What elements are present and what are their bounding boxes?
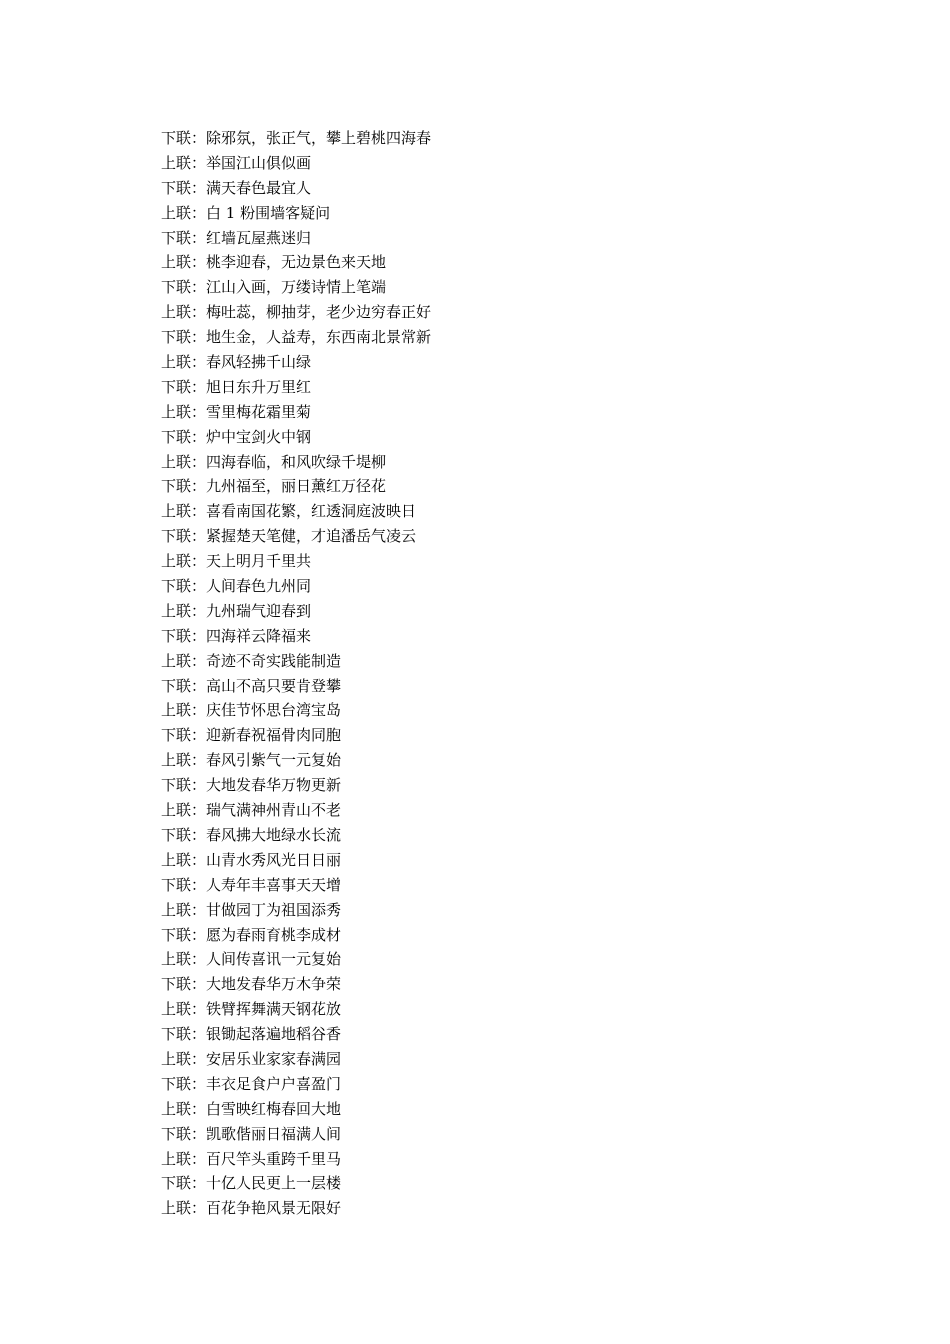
couplet-line: 上联：春风引紫气一元复始 [161, 751, 342, 770]
couplet-line: 下联：愿为春雨育桃李成材 [161, 925, 342, 944]
couplet-line: 上联：白雪映红梅春回大地 [161, 1099, 342, 1118]
couplet-line: 下联：迎新春祝福骨肉同胞 [161, 726, 342, 745]
couplet-line: 下联：四海祥云降福来 [161, 626, 312, 645]
couplet-line: 下联：旭日东升万里红 [161, 377, 312, 396]
couplet-line: 上联：安居乐业家家春满园 [161, 1049, 342, 1068]
couplet-line: 上联：四海春临，和风吹绿千堤柳 [161, 452, 387, 471]
couplet-line: 下联：紧握楚天笔健，才追潘岳气凌云 [161, 527, 417, 546]
couplet-line: 下联：江山入画，万缕诗情上笔端 [161, 278, 387, 297]
couplet-line: 下联：春风拂大地绿水长流 [161, 825, 342, 844]
couplet-line: 下联：九州福至，丽日薰红万径花 [161, 477, 387, 496]
couplet-line: 上联：白 1 粉围墙客疑问 [161, 203, 331, 222]
couplet-line: 上联：举国江山俱似画 [161, 153, 312, 172]
couplet-line: 下联：地生金，人益寿，东西南北景常新 [161, 328, 432, 347]
couplet-line: 上联：百花争艳风景无限好 [161, 1199, 342, 1218]
couplet-list [161, 126, 431, 1221]
couplet-line: 下联：满天春色最宜人 [161, 178, 312, 197]
couplet-line: 上联：桃李迎春，无边景色来天地 [161, 253, 387, 272]
couplet-line: 下联：十亿人民更上一层楼 [161, 1174, 342, 1193]
couplet-line: 上联：人间传喜讯一元复始 [161, 950, 342, 969]
couplet-line: 下联：人间春色九州同 [161, 577, 312, 596]
couplet-line: 上联：天上明月千里共 [161, 552, 312, 571]
couplet-line: 上联：甘做园丁为祖国添秀 [161, 900, 342, 919]
couplet-line: 下联：大地发春华万木争荣 [161, 975, 342, 994]
couplet-line: 上联：喜看南国花繁，红透洞庭波映日 [161, 502, 417, 521]
couplet-line: 上联：奇迹不奇实践能制造 [161, 651, 342, 670]
couplet-line: 上联：瑞气满神州青山不老 [161, 801, 342, 820]
couplet-line: 上联：雪里梅花霜里菊 [161, 402, 312, 421]
couplet-line: 上联：春风轻拂千山绿 [161, 353, 312, 372]
couplet-line: 上联：铁臂挥舞满天钢花放 [161, 1000, 342, 1019]
couplet-line: 下联：炉中宝剑火中钢 [161, 427, 312, 446]
couplet-line: 下联：银锄起落遍地稻谷香 [161, 1025, 342, 1044]
couplet-line: 下联：人寿年丰喜事天天增 [161, 875, 342, 894]
couplet-line: 下联：凯歌偕丽日福满人间 [161, 1124, 342, 1143]
couplet-line: 下联：大地发春华万物更新 [161, 776, 342, 795]
couplet-line: 上联：百尺竿头重跨千里马 [161, 1149, 342, 1168]
couplet-line: 下联：除邪氛，张正气，攀上碧桃四海春 [161, 129, 432, 147]
couplet-line: 上联：九州瑞气迎春到 [161, 601, 312, 620]
couplet-line: 上联：庆佳节怀思台湾宝岛 [161, 701, 342, 720]
couplet-line: 上联：梅吐蕊，柳抽芽，老少边穷春正好 [161, 303, 432, 322]
couplet-line: 上联：山青水秀风光日日丽 [161, 850, 342, 869]
couplet-line: 下联：红墙瓦屋燕迷归 [161, 228, 312, 247]
couplet-line: 下联：丰衣足食户户喜盈门 [161, 1074, 342, 1093]
couplet-line: 下联：高山不高只要肯登攀 [161, 676, 342, 695]
